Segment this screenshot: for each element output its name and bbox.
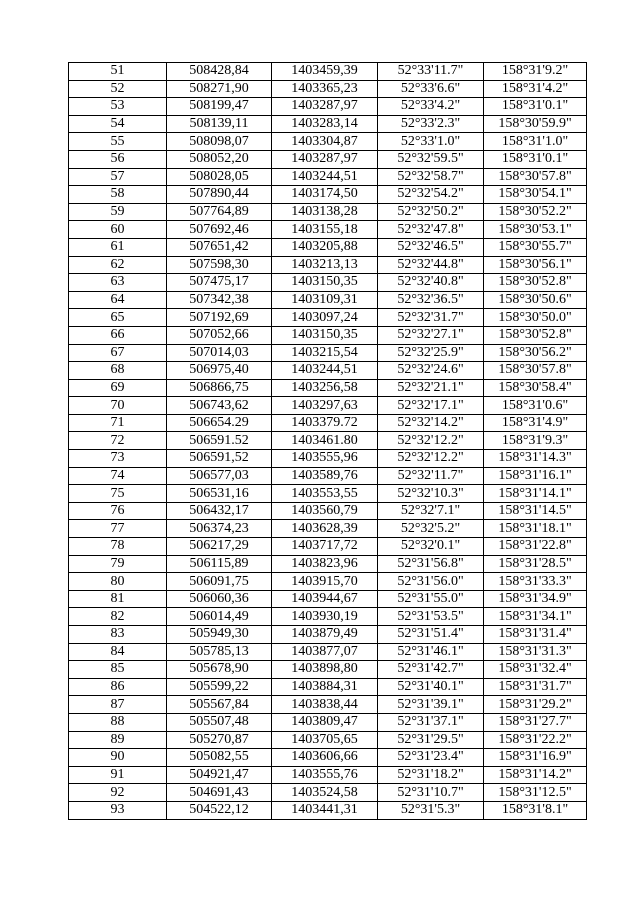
latitude-cell: 52°31'37.1" xyxy=(378,713,484,731)
point-number-cell: 81 xyxy=(69,590,167,608)
table-row xyxy=(69,643,587,661)
table-row xyxy=(69,485,587,503)
longitude-cell: 158°31'31.7" xyxy=(484,678,587,696)
y-coordinate-cell: 1403717,72 xyxy=(272,538,378,556)
table-row xyxy=(69,678,587,696)
x-coordinate-cell: 507598,30 xyxy=(167,256,272,274)
longitude-cell: 158°30'52.2" xyxy=(484,203,587,221)
point-number-cell: 89 xyxy=(69,731,167,749)
point-number-cell: 77 xyxy=(69,520,167,538)
x-coordinate-cell: 507890,44 xyxy=(167,186,272,204)
y-coordinate-cell: 1403244,51 xyxy=(272,168,378,186)
y-coordinate-cell: 1403461.80 xyxy=(272,432,378,450)
x-coordinate-cell: 506432,17 xyxy=(167,502,272,520)
table-row xyxy=(69,731,587,749)
point-number-cell: 93 xyxy=(69,801,167,819)
y-coordinate-cell: 1403809,47 xyxy=(272,713,378,731)
latitude-cell: 52°32'40.8" xyxy=(378,274,484,292)
table-row xyxy=(69,362,587,380)
y-coordinate-cell: 1403459,39 xyxy=(272,63,378,81)
longitude-cell: 158°30'50.0" xyxy=(484,309,587,327)
point-number-cell: 78 xyxy=(69,538,167,556)
point-number-cell: 80 xyxy=(69,573,167,591)
latitude-cell: 52°31'56.0" xyxy=(378,573,484,591)
table-row xyxy=(69,749,587,767)
point-number-cell: 69 xyxy=(69,379,167,397)
table-row xyxy=(69,63,587,81)
longitude-cell: 158°31'32.4" xyxy=(484,661,587,679)
longitude-cell: 158°30'52.8" xyxy=(484,326,587,344)
y-coordinate-cell: 1403877,07 xyxy=(272,643,378,661)
latitude-cell: 52°32'47.8" xyxy=(378,221,484,239)
latitude-cell: 52°31'39.1" xyxy=(378,696,484,714)
longitude-cell: 158°31'31.4" xyxy=(484,626,587,644)
point-number-cell: 92 xyxy=(69,784,167,802)
y-coordinate-cell: 1403205,88 xyxy=(272,238,378,256)
x-coordinate-cell: 507052,66 xyxy=(167,326,272,344)
latitude-cell: 52°31'42.7" xyxy=(378,661,484,679)
latitude-cell: 52°32'24.6" xyxy=(378,362,484,380)
latitude-cell: 52°32'36.5" xyxy=(378,291,484,309)
x-coordinate-cell: 508428,84 xyxy=(167,63,272,81)
longitude-cell: 158°30'55.7" xyxy=(484,238,587,256)
x-coordinate-cell: 506014,49 xyxy=(167,608,272,626)
longitude-cell: 158°31'28.5" xyxy=(484,555,587,573)
table-row xyxy=(69,784,587,802)
x-coordinate-cell: 508052,20 xyxy=(167,150,272,168)
longitude-cell: 158°31'18.1" xyxy=(484,520,587,538)
point-number-cell: 52 xyxy=(69,80,167,98)
latitude-cell: 52°32'27.1" xyxy=(378,326,484,344)
point-number-cell: 82 xyxy=(69,608,167,626)
latitude-cell: 52°32'59.5" xyxy=(378,150,484,168)
y-coordinate-cell: 1403155,18 xyxy=(272,221,378,239)
y-coordinate-cell: 1403944,67 xyxy=(272,590,378,608)
latitude-cell: 52°32'14.2" xyxy=(378,414,484,432)
table-row xyxy=(69,309,587,327)
longitude-cell: 158°31'1.0" xyxy=(484,133,587,151)
y-coordinate-cell: 1403283,14 xyxy=(272,115,378,133)
point-number-cell: 58 xyxy=(69,186,167,204)
x-coordinate-cell: 506975,40 xyxy=(167,362,272,380)
x-coordinate-cell: 506654.29 xyxy=(167,414,272,432)
y-coordinate-cell: 1403705,65 xyxy=(272,731,378,749)
longitude-cell: 158°31'12.5" xyxy=(484,784,587,802)
point-number-cell: 62 xyxy=(69,256,167,274)
table-row xyxy=(69,450,587,468)
y-coordinate-cell: 1403560,79 xyxy=(272,502,378,520)
point-number-cell: 59 xyxy=(69,203,167,221)
table-row xyxy=(69,573,587,591)
x-coordinate-cell: 506115,89 xyxy=(167,555,272,573)
point-number-cell: 55 xyxy=(69,133,167,151)
longitude-cell: 158°31'34.1" xyxy=(484,608,587,626)
latitude-cell: 52°32'21.1" xyxy=(378,379,484,397)
table-row xyxy=(69,115,587,133)
latitude-cell: 52°31'51.4" xyxy=(378,626,484,644)
y-coordinate-cell: 1403606,66 xyxy=(272,749,378,767)
x-coordinate-cell: 508028,05 xyxy=(167,168,272,186)
point-number-cell: 67 xyxy=(69,344,167,362)
longitude-cell: 158°31'16.9" xyxy=(484,749,587,767)
table-row xyxy=(69,274,587,292)
x-coordinate-cell: 508139,11 xyxy=(167,115,272,133)
latitude-cell: 52°32'46.5" xyxy=(378,238,484,256)
longitude-cell: 158°31'4.2" xyxy=(484,80,587,98)
longitude-cell: 158°30'52.8" xyxy=(484,274,587,292)
table-row xyxy=(69,801,587,819)
table-row xyxy=(69,344,587,362)
y-coordinate-cell: 1403174,50 xyxy=(272,186,378,204)
point-number-cell: 64 xyxy=(69,291,167,309)
table-row xyxy=(69,221,587,239)
table-row xyxy=(69,98,587,116)
latitude-cell: 52°32'10.3" xyxy=(378,485,484,503)
longitude-cell: 158°31'33.3" xyxy=(484,573,587,591)
x-coordinate-cell: 508271,90 xyxy=(167,80,272,98)
x-coordinate-cell: 507475,17 xyxy=(167,274,272,292)
latitude-cell: 52°31'46.1" xyxy=(378,643,484,661)
y-coordinate-cell: 1403287,97 xyxy=(272,98,378,116)
longitude-cell: 158°31'29.2" xyxy=(484,696,587,714)
latitude-cell: 52°32'58.7" xyxy=(378,168,484,186)
latitude-cell: 52°33'2.3" xyxy=(378,115,484,133)
point-number-cell: 51 xyxy=(69,63,167,81)
x-coordinate-cell: 506217,29 xyxy=(167,538,272,556)
table-row xyxy=(69,414,587,432)
table-row xyxy=(69,538,587,556)
table-row xyxy=(69,80,587,98)
longitude-cell: 158°30'57.8" xyxy=(484,362,587,380)
longitude-cell: 158°31'9.2" xyxy=(484,63,587,81)
longitude-cell: 158°31'31.3" xyxy=(484,643,587,661)
x-coordinate-cell: 506866,75 xyxy=(167,379,272,397)
point-number-cell: 84 xyxy=(69,643,167,661)
y-coordinate-cell: 1403884,31 xyxy=(272,678,378,696)
point-number-cell: 83 xyxy=(69,626,167,644)
table-row xyxy=(69,326,587,344)
x-coordinate-cell: 506091,75 xyxy=(167,573,272,591)
longitude-cell: 158°31'27.7" xyxy=(484,713,587,731)
table-row xyxy=(69,555,587,573)
table-row xyxy=(69,186,587,204)
longitude-cell: 158°30'50.6" xyxy=(484,291,587,309)
y-coordinate-cell: 1403555,96 xyxy=(272,450,378,468)
y-coordinate-cell: 1403589,76 xyxy=(272,467,378,485)
y-coordinate-cell: 1403628,39 xyxy=(272,520,378,538)
y-coordinate-cell: 1403898,80 xyxy=(272,661,378,679)
point-number-cell: 71 xyxy=(69,414,167,432)
y-coordinate-cell: 1403213,13 xyxy=(272,256,378,274)
x-coordinate-cell: 505082,55 xyxy=(167,749,272,767)
table-row xyxy=(69,256,587,274)
table-row xyxy=(69,168,587,186)
point-number-cell: 72 xyxy=(69,432,167,450)
y-coordinate-cell: 1403150,35 xyxy=(272,326,378,344)
point-number-cell: 65 xyxy=(69,309,167,327)
y-coordinate-cell: 1403441,31 xyxy=(272,801,378,819)
y-coordinate-cell: 1403256,58 xyxy=(272,379,378,397)
longitude-cell: 158°31'8.1" xyxy=(484,801,587,819)
latitude-cell: 52°31'23.4" xyxy=(378,749,484,767)
x-coordinate-cell: 507192,69 xyxy=(167,309,272,327)
y-coordinate-cell: 1403097,24 xyxy=(272,309,378,327)
x-coordinate-cell: 505270,87 xyxy=(167,731,272,749)
longitude-cell: 158°31'14.1" xyxy=(484,485,587,503)
table-row xyxy=(69,696,587,714)
longitude-cell: 158°31'0.6" xyxy=(484,397,587,415)
y-coordinate-cell: 1403138,28 xyxy=(272,203,378,221)
x-coordinate-cell: 506531,16 xyxy=(167,485,272,503)
point-number-cell: 90 xyxy=(69,749,167,767)
y-coordinate-cell: 1403930,19 xyxy=(272,608,378,626)
y-coordinate-cell: 1403297,63 xyxy=(272,397,378,415)
latitude-cell: 52°31'29.5" xyxy=(378,731,484,749)
point-number-cell: 63 xyxy=(69,274,167,292)
point-number-cell: 66 xyxy=(69,326,167,344)
point-number-cell: 53 xyxy=(69,98,167,116)
point-number-cell: 54 xyxy=(69,115,167,133)
x-coordinate-cell: 505785,13 xyxy=(167,643,272,661)
x-coordinate-cell: 506060,36 xyxy=(167,590,272,608)
point-number-cell: 70 xyxy=(69,397,167,415)
x-coordinate-cell: 507651,42 xyxy=(167,238,272,256)
longitude-cell: 158°31'4.9" xyxy=(484,414,587,432)
x-coordinate-cell: 508199,47 xyxy=(167,98,272,116)
table-row xyxy=(69,661,587,679)
point-number-cell: 57 xyxy=(69,168,167,186)
latitude-cell: 52°31'18.2" xyxy=(378,766,484,784)
longitude-cell: 158°30'56.2" xyxy=(484,344,587,362)
table-row xyxy=(69,133,587,151)
coordinates-table xyxy=(68,62,587,820)
latitude-cell: 52°32'31.7" xyxy=(378,309,484,327)
y-coordinate-cell: 1403150,35 xyxy=(272,274,378,292)
latitude-cell: 52°32'11.7" xyxy=(378,467,484,485)
point-number-cell: 76 xyxy=(69,502,167,520)
x-coordinate-cell: 504921,47 xyxy=(167,766,272,784)
longitude-cell: 158°31'16.1" xyxy=(484,467,587,485)
point-number-cell: 68 xyxy=(69,362,167,380)
longitude-cell: 158°30'56.1" xyxy=(484,256,587,274)
longitude-cell: 158°30'58.4" xyxy=(484,379,587,397)
x-coordinate-cell: 507014,03 xyxy=(167,344,272,362)
table-row xyxy=(69,713,587,731)
y-coordinate-cell: 1403287,97 xyxy=(272,150,378,168)
table-row xyxy=(69,379,587,397)
y-coordinate-cell: 1403555,76 xyxy=(272,766,378,784)
longitude-cell: 158°31'0.1" xyxy=(484,150,587,168)
x-coordinate-cell: 507342,38 xyxy=(167,291,272,309)
table-row xyxy=(69,520,587,538)
point-number-cell: 91 xyxy=(69,766,167,784)
point-number-cell: 75 xyxy=(69,485,167,503)
longitude-cell: 158°30'54.1" xyxy=(484,186,587,204)
x-coordinate-cell: 507692,46 xyxy=(167,221,272,239)
x-coordinate-cell: 505567,84 xyxy=(167,696,272,714)
x-coordinate-cell: 505949,30 xyxy=(167,626,272,644)
point-number-cell: 73 xyxy=(69,450,167,468)
point-number-cell: 74 xyxy=(69,467,167,485)
longitude-cell: 158°31'22.2" xyxy=(484,731,587,749)
longitude-cell: 158°31'14.5" xyxy=(484,502,587,520)
point-number-cell: 87 xyxy=(69,696,167,714)
point-number-cell: 86 xyxy=(69,678,167,696)
x-coordinate-cell: 505507,48 xyxy=(167,713,272,731)
latitude-cell: 52°33'4.2" xyxy=(378,98,484,116)
y-coordinate-cell: 1403879,49 xyxy=(272,626,378,644)
y-coordinate-cell: 1403379.72 xyxy=(272,414,378,432)
y-coordinate-cell: 1403553,55 xyxy=(272,485,378,503)
table-row xyxy=(69,590,587,608)
longitude-cell: 158°31'0.1" xyxy=(484,98,587,116)
table-row xyxy=(69,608,587,626)
latitude-cell: 52°31'40.1" xyxy=(378,678,484,696)
table-row xyxy=(69,502,587,520)
x-coordinate-cell: 505599,22 xyxy=(167,678,272,696)
latitude-cell: 52°32'5.2" xyxy=(378,520,484,538)
longitude-cell: 158°30'59.9" xyxy=(484,115,587,133)
latitude-cell: 52°32'7.1" xyxy=(378,502,484,520)
longitude-cell: 158°31'9.3" xyxy=(484,432,587,450)
longitude-cell: 158°31'14.3" xyxy=(484,450,587,468)
table-row xyxy=(69,432,587,450)
y-coordinate-cell: 1403109,31 xyxy=(272,291,378,309)
point-number-cell: 79 xyxy=(69,555,167,573)
point-number-cell: 85 xyxy=(69,661,167,679)
point-number-cell: 60 xyxy=(69,221,167,239)
latitude-cell: 52°32'12.2" xyxy=(378,432,484,450)
x-coordinate-cell: 506591.52 xyxy=(167,432,272,450)
point-number-cell: 88 xyxy=(69,713,167,731)
table-row xyxy=(69,397,587,415)
x-coordinate-cell: 504522,12 xyxy=(167,801,272,819)
x-coordinate-cell: 505678,90 xyxy=(167,661,272,679)
y-coordinate-cell: 1403304,87 xyxy=(272,133,378,151)
latitude-cell: 52°32'44.8" xyxy=(378,256,484,274)
x-coordinate-cell: 507764,89 xyxy=(167,203,272,221)
latitude-cell: 52°33'11.7" xyxy=(378,63,484,81)
longitude-cell: 158°30'53.1" xyxy=(484,221,587,239)
latitude-cell: 52°32'17.1" xyxy=(378,397,484,415)
y-coordinate-cell: 1403244,51 xyxy=(272,362,378,380)
latitude-cell: 52°32'0.1" xyxy=(378,538,484,556)
latitude-cell: 52°31'55.0" xyxy=(378,590,484,608)
longitude-cell: 158°31'14.2" xyxy=(484,766,587,784)
y-coordinate-cell: 1403215,54 xyxy=(272,344,378,362)
latitude-cell: 52°33'1.0" xyxy=(378,133,484,151)
table-row xyxy=(69,291,587,309)
latitude-cell: 52°31'5.3" xyxy=(378,801,484,819)
x-coordinate-cell: 508098,07 xyxy=(167,133,272,151)
longitude-cell: 158°31'22.8" xyxy=(484,538,587,556)
y-coordinate-cell: 1403915,70 xyxy=(272,573,378,591)
y-coordinate-cell: 1403823,96 xyxy=(272,555,378,573)
table-row xyxy=(69,626,587,644)
x-coordinate-cell: 506591,52 xyxy=(167,450,272,468)
x-coordinate-cell: 504691,43 xyxy=(167,784,272,802)
y-coordinate-cell: 1403524,58 xyxy=(272,784,378,802)
coordinates-table-body xyxy=(69,63,587,820)
longitude-cell: 158°30'57.8" xyxy=(484,168,587,186)
table-row xyxy=(69,238,587,256)
latitude-cell: 52°31'56.8" xyxy=(378,555,484,573)
latitude-cell: 52°33'6.6" xyxy=(378,80,484,98)
longitude-cell: 158°31'34.9" xyxy=(484,590,587,608)
y-coordinate-cell: 1403838,44 xyxy=(272,696,378,714)
x-coordinate-cell: 506743,62 xyxy=(167,397,272,415)
table-row xyxy=(69,150,587,168)
latitude-cell: 52°32'54.2" xyxy=(378,186,484,204)
x-coordinate-cell: 506374,23 xyxy=(167,520,272,538)
table-row xyxy=(69,203,587,221)
table-row xyxy=(69,766,587,784)
latitude-cell: 52°31'10.7" xyxy=(378,784,484,802)
point-number-cell: 56 xyxy=(69,150,167,168)
point-number-cell: 61 xyxy=(69,238,167,256)
latitude-cell: 52°32'25.9" xyxy=(378,344,484,362)
y-coordinate-cell: 1403365,23 xyxy=(272,80,378,98)
latitude-cell: 52°31'53.5" xyxy=(378,608,484,626)
table-row xyxy=(69,467,587,485)
latitude-cell: 52°32'50.2" xyxy=(378,203,484,221)
latitude-cell: 52°32'12.2" xyxy=(378,450,484,468)
x-coordinate-cell: 506577,03 xyxy=(167,467,272,485)
